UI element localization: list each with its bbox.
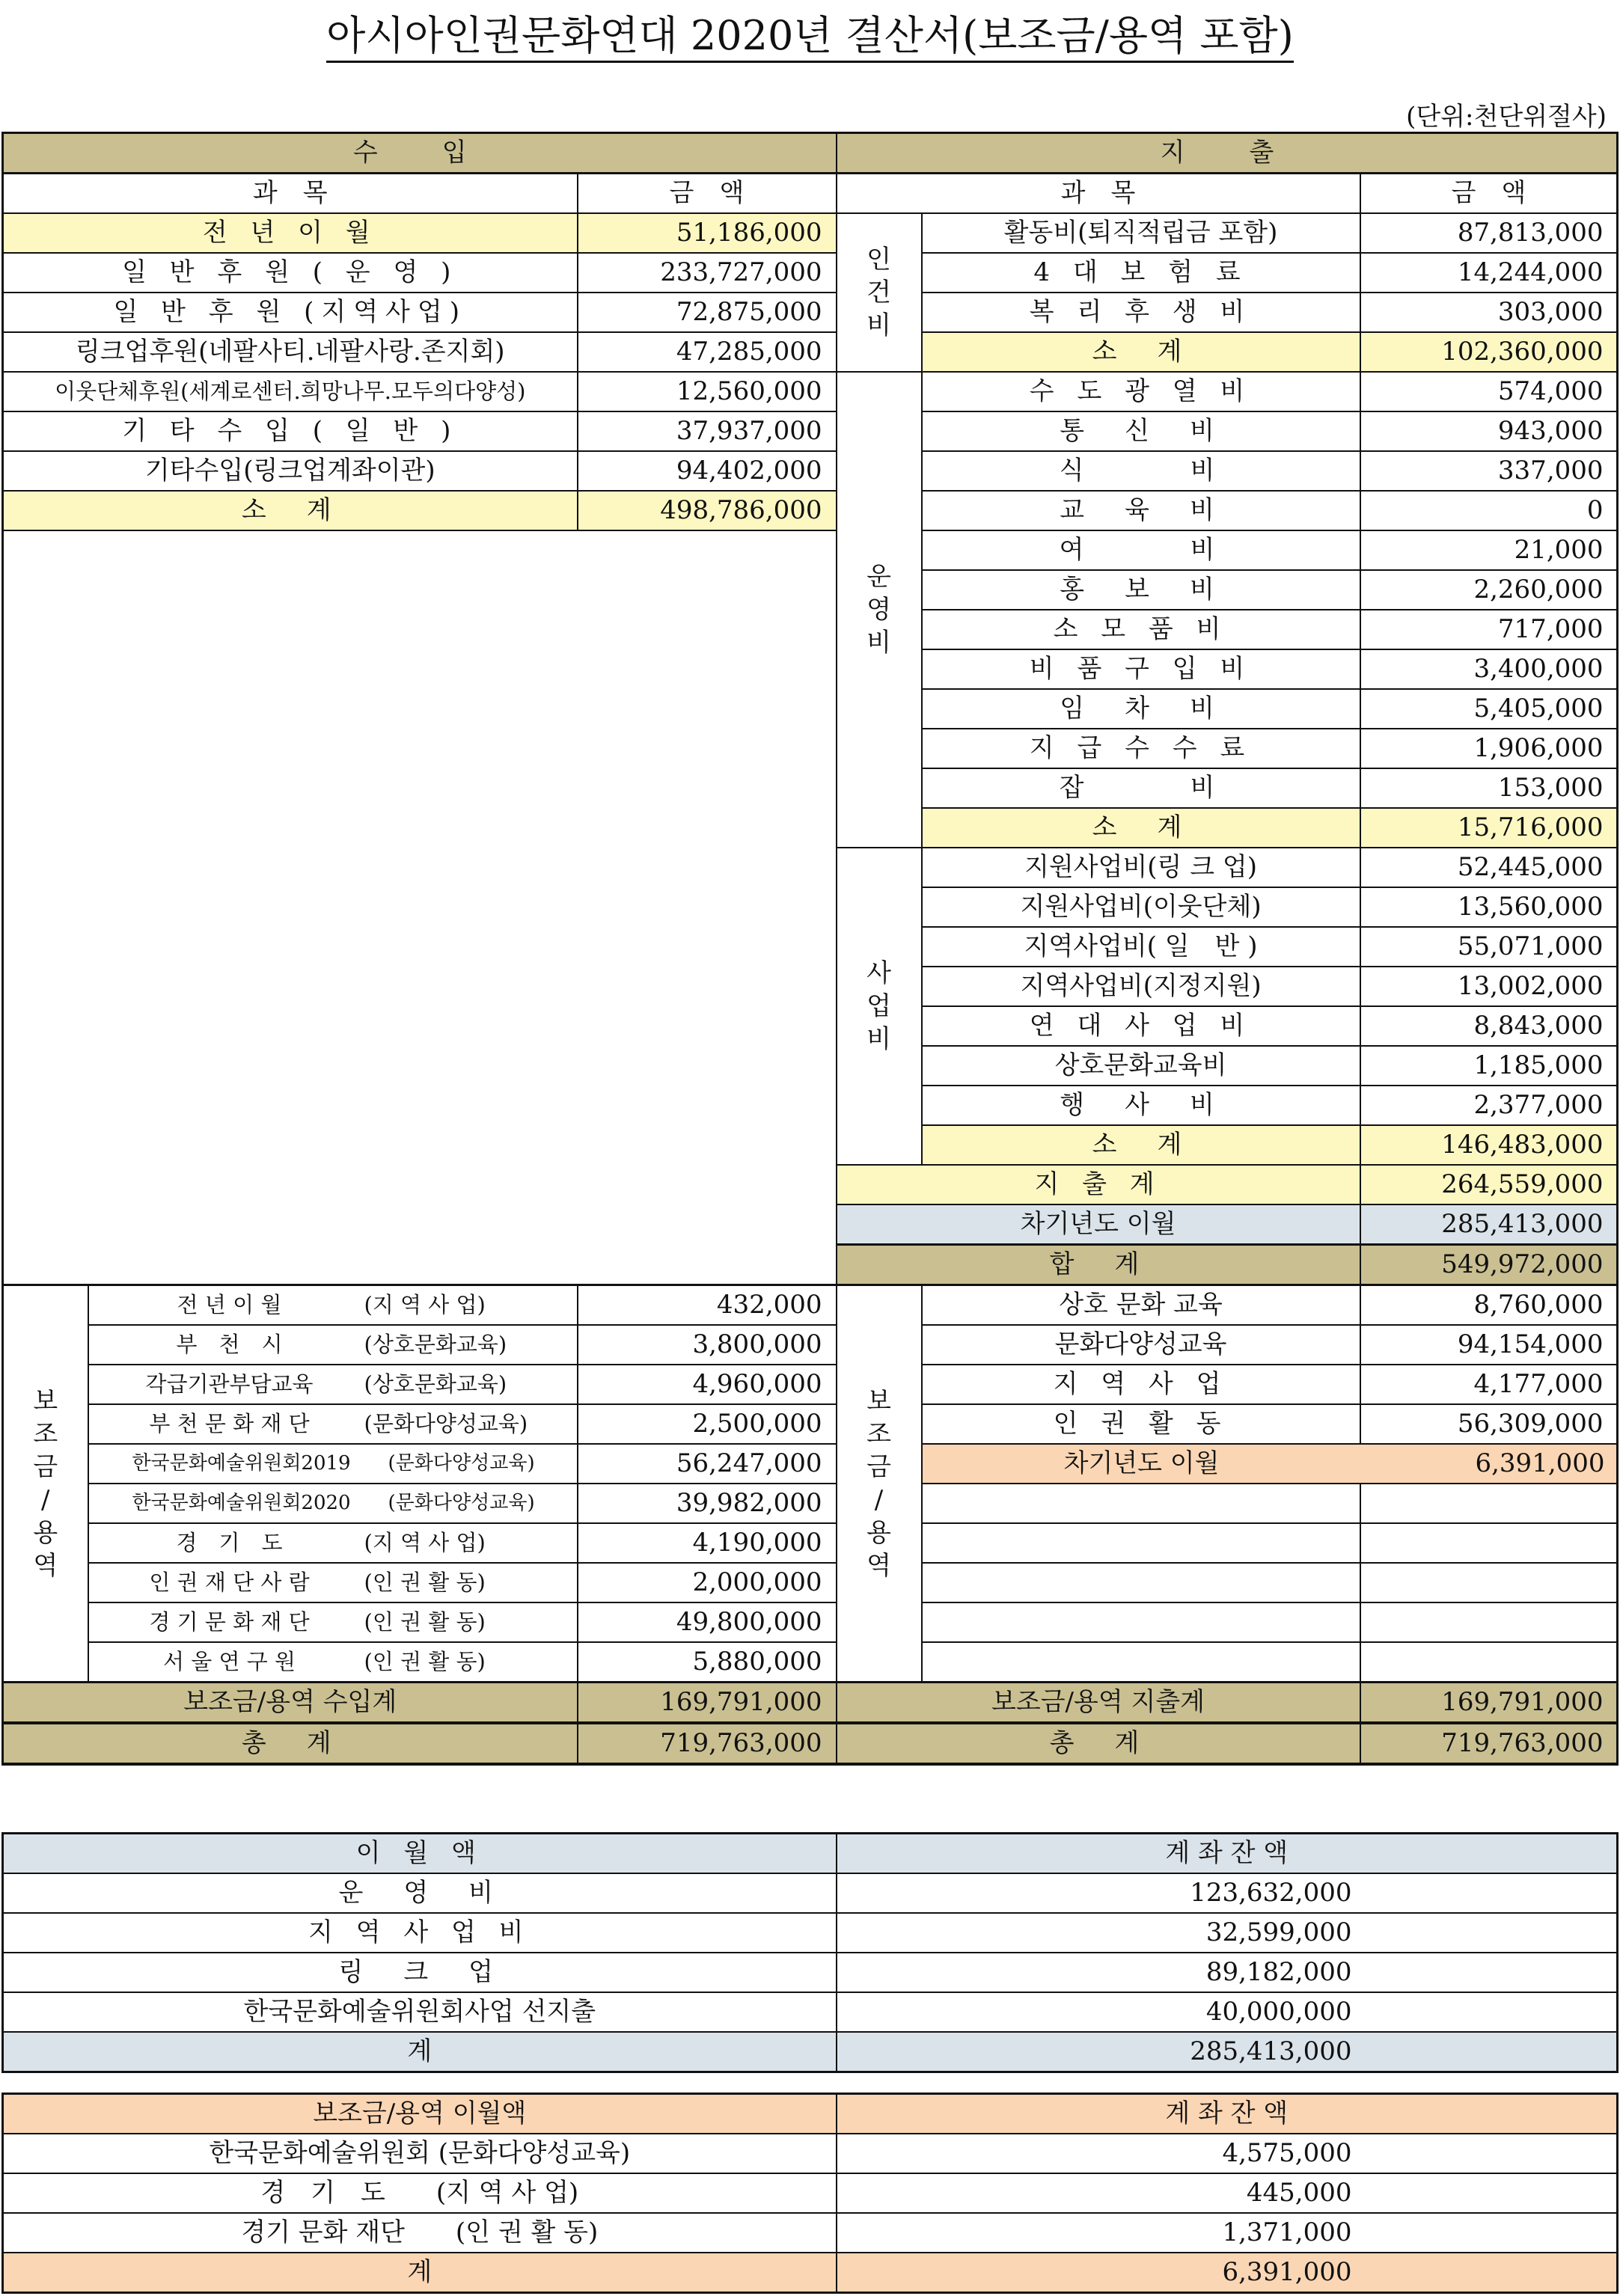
income-header: 수 입 <box>3 133 837 174</box>
expense-amount: 337,000 <box>1360 451 1618 491</box>
personnel-group-label: 인 건 비 <box>837 213 922 372</box>
grand-total-income: 719,763,000 <box>578 1723 837 1764</box>
income-empty-area <box>3 530 837 1285</box>
grant-expense-empty <box>922 1563 1360 1602</box>
expense-amount: 55,071,000 <box>1360 927 1618 967</box>
grant-income-label: 전 년 이 월 (지 역 사 업) <box>88 1285 578 1326</box>
expense-amount: 21,000 <box>1360 530 1618 570</box>
operating-group-label: 운 영 비 <box>837 372 922 848</box>
expense-label: 홍 보 비 <box>922 570 1360 610</box>
carry-row-label: 링 크 업 <box>3 1953 837 1992</box>
grant-income-label: 각급기관부담교육 (상호문화교육) <box>88 1365 578 1404</box>
expense-amount: 14,244,000 <box>1360 253 1618 293</box>
carry-row-amount: 89,182,000 <box>837 1953 1618 1992</box>
expense-label: 상호문화교육비 <box>922 1046 1360 1086</box>
grant-expense-empty <box>1360 1602 1618 1642</box>
income-label: 기타수입(링크업계좌이관) <box>3 451 578 491</box>
income-label: 기 타 수 입 ( 일 반 ) <box>3 411 578 451</box>
expense-subtotal-amount: 15,716,000 <box>1360 808 1618 848</box>
grant-income-amount: 56,247,000 <box>578 1444 837 1484</box>
grant-expense-empty <box>922 1602 1360 1642</box>
grant-carry-row-label: 경기 문화 재단 (인 권 활 동) <box>3 2213 837 2253</box>
expense-amount: 1,185,000 <box>1360 1046 1618 1086</box>
grant-income-label: 경 기 문 화 재 단 (인 권 활 동) <box>88 1602 578 1642</box>
expense-header: 지 출 <box>837 133 1618 174</box>
income-amount: 51,186,000 <box>578 213 837 253</box>
carry-header-label: 이 월 액 <box>3 1834 837 1874</box>
expense-label: 지역사업비( 일 반 ) <box>922 927 1360 967</box>
income-label: 전 년 이 월 <box>3 213 578 253</box>
grant-expense-empty <box>1360 1563 1618 1602</box>
grant-carry-row-amount: 445,000 <box>837 2173 1618 2213</box>
expense-amount: 87,813,000 <box>1360 213 1618 253</box>
expense-amount: 2,260,000 <box>1360 570 1618 610</box>
grant-income-group-label: 보 조 금 / 용 역 <box>3 1285 88 1683</box>
expense-amount: 5,405,000 <box>1360 689 1618 729</box>
expense-label: 지 급 수 수 료 <box>922 729 1360 768</box>
carryover-amount: 285,413,000 <box>1360 1204 1618 1245</box>
expense-label: 여 비 <box>922 530 1360 570</box>
grant-carry-header-balance: 계 좌 잔 액 <box>837 2094 1618 2134</box>
expense-label: 수 도 광 열 비 <box>922 372 1360 411</box>
grant-income-label: 부 천 문 화 재 단 (문화다양성교육) <box>88 1404 578 1444</box>
grant-income-amount: 3,800,000 <box>578 1325 837 1365</box>
income-amount: 37,937,000 <box>578 411 837 451</box>
grant-income-amount: 4,190,000 <box>578 1523 837 1563</box>
grant-expense-empty <box>922 1642 1360 1683</box>
income-amount: 12,560,000 <box>578 372 837 411</box>
expense-label: 소 모 품 비 <box>922 610 1360 649</box>
expense-amount: 303,000 <box>1360 293 1618 332</box>
expense-amount: 13,560,000 <box>1360 887 1618 927</box>
income-amount-header: 금 액 <box>578 174 837 214</box>
expense-label: 지역사업비(지정지원) <box>922 967 1360 1006</box>
expense-amount: 8,843,000 <box>1360 1006 1618 1046</box>
grant-expense-amount: 56,309,000 <box>1360 1404 1618 1444</box>
expense-label: 복 리 후 생 비 <box>922 293 1360 332</box>
income-label: 링크업후원(네팔사티.네팔사랑.존지회) <box>3 332 578 372</box>
grant-carry-row-label: 한국문화예술위원회 (문화다양성교육) <box>3 2134 837 2173</box>
grant-carry-row-amount: 1,371,000 <box>837 2213 1618 2253</box>
sum-label: 합 계 <box>837 1245 1360 1285</box>
unit-note: (단위:천단위절사) <box>1406 102 1607 132</box>
expense-amount: 3,400,000 <box>1360 649 1618 689</box>
grant-expense-empty <box>1360 1484 1618 1523</box>
expense-amount-header: 금 액 <box>1360 174 1618 214</box>
income-amount: 72,875,000 <box>578 293 837 332</box>
carry-row-label: 운 영 비 <box>3 1873 837 1913</box>
grant-income-label: 경 기 도 (지 역 사 업) <box>88 1523 578 1563</box>
carry-total-label: 계 <box>3 2032 837 2072</box>
expense-label: 교 육 비 <box>922 491 1360 530</box>
expense-label: 지원사업비(링 크 업) <box>922 848 1360 887</box>
carry-row-amount: 32,599,000 <box>837 1913 1618 1953</box>
carry-row-label: 한국문화예술위원회사업 선지출 <box>3 1992 837 2032</box>
expense-amount: 13,002,000 <box>1360 967 1618 1006</box>
grant-income-amount: 39,982,000 <box>578 1484 837 1523</box>
expense-label: 행 사 비 <box>922 1086 1360 1125</box>
grant-carry-row-amount: 4,575,000 <box>837 2134 1618 2173</box>
business-group-label: 사 업 비 <box>837 848 922 1165</box>
income-subtotal-amount: 498,786,000 <box>578 491 837 530</box>
grant-expense-label: 상호 문화 교육 <box>922 1285 1360 1326</box>
main-settlement-table <box>1 132 1619 1766</box>
expense-subject-header: 과 목 <box>837 174 1360 214</box>
grant-expense-amount: 8,760,000 <box>1360 1285 1618 1326</box>
expense-total-amount: 264,559,000 <box>1360 1165 1618 1204</box>
expense-subtotal-label: 소 계 <box>922 808 1360 848</box>
income-amount: 47,285,000 <box>578 332 837 372</box>
income-amount: 94,402,000 <box>578 451 837 491</box>
income-label: 일 반 후 원 ( 운 영 ) <box>3 253 578 293</box>
grant-carryover-table <box>1 2093 1619 2294</box>
grant-expense-total-amount: 169,791,000 <box>1360 1683 1618 1724</box>
grant-expense-empty <box>1360 1642 1618 1683</box>
grant-income-label: 서 울 연 구 원 (인 권 활 동) <box>88 1642 578 1683</box>
income-label: 이웃단체후원(세계로센터.희망나무.모두의다양성) <box>3 372 578 411</box>
grant-carry-header-label: 보조금/용역 이월액 <box>3 2094 837 2134</box>
expense-amount: 153,000 <box>1360 768 1618 808</box>
grant-expense-empty <box>1360 1523 1618 1563</box>
expense-label: 활동비(퇴직적립금 포함) <box>922 213 1360 253</box>
income-subject-header: 과 목 <box>3 174 578 214</box>
expense-label: 4 대 보 험 료 <box>922 253 1360 293</box>
grant-income-label: 한국문화예술위원회2019 (문화다양성교육) <box>88 1444 578 1484</box>
expense-amount: 943,000 <box>1360 411 1618 451</box>
income-label: 일 반 후 원 (지역사업) <box>3 293 578 332</box>
expense-label: 비 품 구 입 비 <box>922 649 1360 689</box>
expense-amount: 717,000 <box>1360 610 1618 649</box>
expense-label: 연 대 사 업 비 <box>922 1006 1360 1046</box>
grant-income-amount: 49,800,000 <box>578 1602 837 1642</box>
carry-header-balance: 계 좌 잔 액 <box>837 1834 1618 1874</box>
grant-carry-total-amount: 6,391,000 <box>837 2253 1618 2293</box>
expense-label: 통 신 비 <box>922 411 1360 451</box>
expense-amount: 2,377,000 <box>1360 1086 1618 1125</box>
expense-subtotal-label: 소 계 <box>922 1125 1360 1165</box>
carryover-label: 차기년도 이월 <box>837 1204 1360 1245</box>
expense-amount: 0 <box>1360 491 1618 530</box>
grant-expense-empty <box>922 1484 1360 1523</box>
expense-label: 잡 비 <box>922 768 1360 808</box>
sum-income-amount: 549,972,000 <box>1360 1245 1618 1285</box>
expense-label: 식 비 <box>922 451 1360 491</box>
expense-label: 지원사업비(이웃단체) <box>922 887 1360 927</box>
expense-subtotal-amount: 102,360,000 <box>1360 332 1618 372</box>
carryover-table <box>1 1832 1619 2073</box>
grant-expense-group-label: 보 조 금 / 용 역 <box>837 1285 922 1683</box>
grant-income-amount: 4,960,000 <box>578 1365 837 1404</box>
grant-expense-empty <box>922 1523 1360 1563</box>
carry-row-amount: 123,632,000 <box>837 1873 1618 1913</box>
grant-carry-row-label: 경 기 도 (지 역 사 업) <box>3 2173 837 2213</box>
expense-label: 임 차 비 <box>922 689 1360 729</box>
grant-income-total-label: 보조금/용역 수입계 <box>3 1683 578 1724</box>
grant-expense-amount: 4,177,000 <box>1360 1365 1618 1404</box>
grant-expense-label: 지 역 사 업 <box>922 1365 1360 1404</box>
expense-subtotal-label: 소 계 <box>922 332 1360 372</box>
grant-expense-label: 인 권 활 동 <box>922 1404 1360 1444</box>
expense-amount: 52,445,000 <box>1360 848 1618 887</box>
grant-income-label: 인 권 재 단 사 람 (인 권 활 동) <box>88 1563 578 1602</box>
income-subtotal-label: 소 계 <box>3 491 578 530</box>
grant-income-label: 한국문화예술위원회2020 (문화다양성교육) <box>88 1484 578 1523</box>
grant-income-amount: 2,000,000 <box>578 1563 837 1602</box>
grant-income-amount: 5,880,000 <box>578 1642 837 1683</box>
carry-total-amount: 285,413,000 <box>837 2032 1618 2072</box>
grant-expense-amount: 94,154,000 <box>1360 1325 1618 1365</box>
grant-income-amount: 2,500,000 <box>578 1404 837 1444</box>
grant-income-label: 부 천 시 (상호문화교육) <box>88 1325 578 1365</box>
document-title: 아시아인권문화연대 2020년 결산서(보조금/용역 포함) <box>0 6 1620 66</box>
grant-carry-total-label: 계 <box>3 2253 837 2293</box>
grant-income-total-amount: 169,791,000 <box>578 1683 837 1724</box>
grant-carryover-row: 차기년도 이월 6,391,000 <box>922 1444 1618 1484</box>
grant-expense-total-label: 보조금/용역 지출계 <box>837 1683 1360 1724</box>
expense-amount: 1,906,000 <box>1360 729 1618 768</box>
expense-subtotal-amount: 146,483,000 <box>1360 1125 1618 1165</box>
carry-row-amount: 40,000,000 <box>837 1992 1618 2032</box>
income-amount: 233,727,000 <box>578 253 837 293</box>
expense-total-label: 지 출 계 <box>837 1165 1360 1204</box>
carry-row-label: 지 역 사 업 비 <box>3 1913 837 1953</box>
expense-amount: 574,000 <box>1360 372 1618 411</box>
grant-expense-label: 문화다양성교육 <box>922 1325 1360 1365</box>
grand-total-expense: 719,763,000 <box>1360 1723 1618 1764</box>
grand-total-label: 총 계 <box>3 1723 578 1764</box>
grant-income-amount: 432,000 <box>578 1285 837 1326</box>
grand-total-label: 총 계 <box>837 1723 1360 1764</box>
